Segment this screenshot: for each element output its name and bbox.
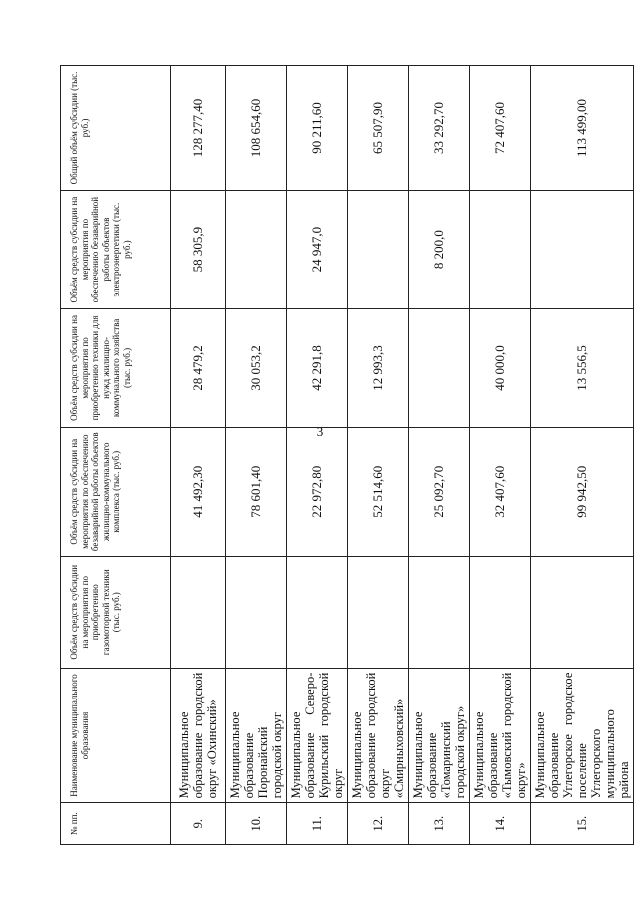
housing-equipment-value: 12 993,3: [348, 309, 409, 427]
housing-equipment-value: 13 556,5: [531, 309, 634, 427]
housing-equipment-value: 42 291,8: [287, 309, 348, 427]
power-objects-value: 8 200,0: [409, 190, 470, 308]
power-objects-value: 24 947,0: [287, 190, 348, 308]
gas-vehicles-value: [287, 556, 348, 668]
header-power-objects: Объём средств субсидии на мероприятия по обеспечению безаварийной работы объектов электроэнергетики (тыс. руб.): [61, 190, 171, 308]
housing-complex-value: 32 407,60: [470, 427, 531, 556]
housing-equipment-value: 28 479,2: [171, 309, 226, 427]
header-gas-vehicles: Объём средств субсидии на мероприятия по приобретению газомоторной техники (тыс. руб.): [61, 556, 171, 668]
housing-complex-value: 25 092,70: [409, 427, 470, 556]
rotated-page-content: [60, 65, 631, 845]
gas-vehicles-value: [226, 556, 287, 668]
power-objects-value: [470, 190, 531, 308]
total-value: 72 407,60: [470, 66, 531, 191]
table-row: [171, 66, 226, 845]
housing-complex-value: 52 514,60: [348, 427, 409, 556]
row-number: 15.: [531, 803, 634, 845]
municipality-name: Муниципальное образование городской округ «Смирныховский»: [348, 668, 409, 803]
municipality-name: Муниципальное образование городской округ «Охинский»: [171, 668, 226, 803]
header-total: Общий объём субсидии (тыс. руб.): [61, 66, 171, 191]
municipality-name: Муниципальное образование Углегорское городское поселение Углегорского муниципального района: [531, 668, 634, 803]
power-objects-value: 58 305,9: [171, 190, 226, 308]
total-value: 113 499,00: [531, 66, 634, 191]
subsidy-table: [60, 65, 634, 845]
municipality-name: Муниципальное образование «Томаринский городской округ»: [409, 668, 470, 803]
total-value: 90 211,60: [287, 66, 348, 191]
housing-complex-value: 22 972,80: [287, 427, 348, 556]
power-objects-value: [531, 190, 634, 308]
header-housing-equipment: Объём средств субсидии на мероприятия по приобретению техники для нужд жилищно-коммунального хозяйства (тыс. руб.): [61, 309, 171, 427]
gas-vehicles-value: [171, 556, 226, 668]
table-row: [470, 66, 531, 845]
table-row: [226, 66, 287, 845]
page-number: 3: [316, 424, 324, 439]
gas-vehicles-value: [409, 556, 470, 668]
gas-vehicles-value: [470, 556, 531, 668]
total-value: 65 507,90: [348, 66, 409, 191]
header-name: Наименование муниципального образования: [61, 668, 171, 803]
municipality-name: Муниципальное образование «Тымовский городской округ»: [470, 668, 531, 803]
housing-equipment-value: [409, 309, 470, 427]
power-objects-value: [226, 190, 287, 308]
table-header-row: [61, 66, 171, 845]
table-row: [409, 66, 470, 845]
total-value: 128 277,40: [171, 66, 226, 191]
row-number: 12.: [348, 803, 409, 845]
row-number: 14.: [470, 803, 531, 845]
power-objects-value: [348, 190, 409, 308]
municipality-name: Муниципальное образование Северо-Курильский городской округ: [287, 668, 348, 803]
row-number: 11.: [287, 803, 348, 845]
municipality-name: Муниципальное образование Поронайский городской округ: [226, 668, 287, 803]
housing-equipment-value: 40 000,0: [470, 309, 531, 427]
table-row: [531, 66, 634, 845]
gas-vehicles-value: [348, 556, 409, 668]
housing-complex-value: 99 942,50: [531, 427, 634, 556]
header-housing-complex: Объём средств субсидии на мероприятия по обеспечению безаварийной работы объектов жилищно-коммунального комплекса (тыс. руб.): [61, 427, 171, 556]
row-number: 10.: [226, 803, 287, 845]
housing-complex-value: 41 492,30: [171, 427, 226, 556]
gas-vehicles-value: [531, 556, 634, 668]
total-value: 33 292,70: [409, 66, 470, 191]
housing-equipment-value: 30 053,2: [226, 309, 287, 427]
total-value: 108 654,60: [226, 66, 287, 191]
header-no: № пп.: [61, 803, 171, 845]
table-row: [348, 66, 409, 845]
housing-complex-value: 78 601,40: [226, 427, 287, 556]
row-number: 13.: [409, 803, 470, 845]
table-row: [287, 66, 348, 845]
row-number: 9.: [171, 803, 226, 845]
